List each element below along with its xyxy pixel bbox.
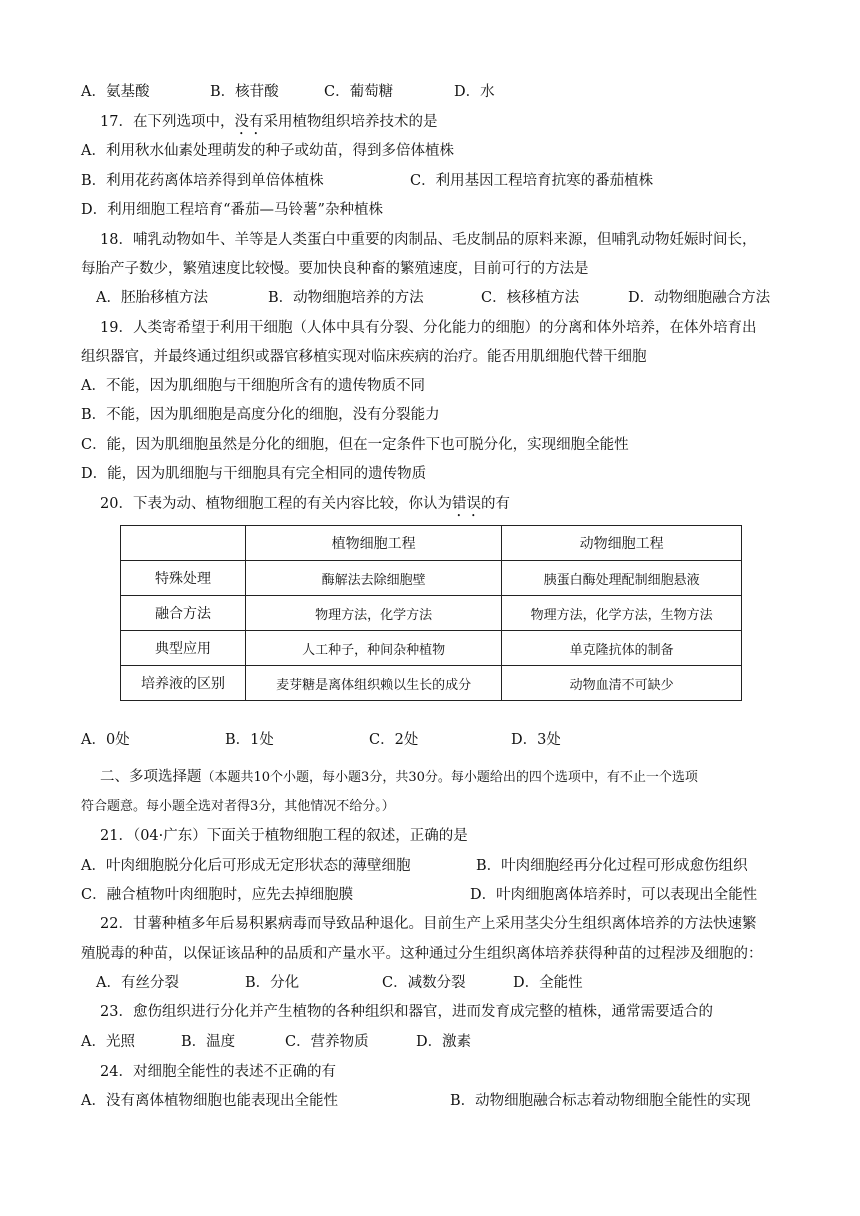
q17-stem-post: 采用植物组织培养技术的是: [263, 114, 438, 130]
q18-option-a: A．胚胎移植方法: [96, 290, 208, 306]
q21-stem: 21．（04·广东）下面关于植物细胞工程的叙述，正确的是: [100, 828, 468, 844]
q19-option-a: A．不能，因为肌细胞与干细胞所含有的遗传物质不同: [81, 378, 425, 394]
q24-stem: 24．对细胞全能性的表述不正确的有: [100, 1064, 336, 1080]
q18-option-c: C．核移植方法: [481, 290, 580, 306]
table-header-animal: 动物细胞工程: [502, 526, 742, 561]
table-cell: 人工种子，种间杂种植物: [246, 631, 502, 666]
q16-option-b: B．核苷酸: [210, 84, 279, 100]
q20-option-a: A．0处: [81, 732, 130, 748]
table-row: [121, 666, 742, 701]
q24-option-b: B．动物细胞融合标志着动物细胞全能性的实现: [450, 1093, 751, 1109]
table-row-label: 融合方法: [121, 596, 246, 631]
q21-option-c: C．融合植物叶肉细胞时，应先去掉细胞膜: [81, 887, 354, 903]
table-cell: 胰蛋白酶处理配制细胞悬液: [502, 561, 742, 596]
q22-stem-line1: 22．甘薯种植多年后易积累病毒而导致品种退化。目前生产上采用茎尖分生组织离体培养的方法快速繁: [100, 916, 757, 932]
table-row: [121, 596, 742, 631]
comparison-table: [120, 525, 742, 701]
table-cell: 酶解法去除细胞壁: [246, 561, 502, 596]
q16-option-d: D．水: [454, 84, 495, 100]
table-cell: 单克隆抗体的制备: [502, 631, 742, 666]
q20-option-c: C．2处: [369, 732, 419, 748]
q19-stem-line1: 19．人类寄希望于利用干细胞（人体中具有分裂、分化能力的细胞）的分离和体外培养，在体外培育出: [100, 320, 757, 336]
q22-option-d: D．全能性: [513, 975, 583, 991]
q21-option-b: B．叶肉细胞经再分化过程可形成愈伤组织: [476, 858, 748, 874]
table-cell: 动物血清不可缺少: [502, 666, 742, 701]
q20-option-b: B．1处: [225, 732, 274, 748]
q21-option-d: D．叶肉细胞离体培养时，可以表现出全能性: [470, 887, 758, 903]
section2-heading: [100, 767, 698, 788]
q23-stem: 23．愈伤组织进行分化并产生植物的各种组织和器官，进而发育成完整的植株，通常需要适合的: [100, 1004, 713, 1020]
table-row-label: 典型应用: [121, 631, 246, 666]
q24-option-a: A．没有离体植物细胞也能表现出全能性: [81, 1093, 338, 1109]
q17-option-c: C．利用基因工程培育抗寒的番茄植株: [410, 173, 654, 189]
q18-option-b: B．动物细胞培养的方法: [268, 290, 424, 306]
section2-note-line2: 符合题意。每小题全选对者得3分，其他情况不给分。）: [81, 799, 395, 814]
table-row: [121, 631, 742, 666]
q23-option-a: A．光照: [81, 1034, 135, 1050]
table-cell: 物理方法，化学方法: [246, 596, 502, 631]
section2-note-line1: （本题共10个小题，每小题3分，共30分。每小题给出的四个选项中，有不止一个选项: [201, 770, 698, 785]
table-header-cell: [121, 526, 246, 561]
q17-stem-pre: 17．在下列选项中，: [100, 114, 235, 130]
q19-stem-line2: 组织器官，并最终通过组织或器官移植实现对临床疾病的治疗。能否用肌细胞代替干细胞: [81, 349, 647, 365]
q17-stem-emphasis: 没有: [234, 114, 264, 130]
q23-option-d: D．激素: [416, 1034, 472, 1050]
q17-stem: [100, 112, 437, 138]
q17-option-b: B．利用花药离体培养得到单倍体植株: [81, 173, 324, 189]
table-cell: 麦芽糖是离体组织赖以生长的成分: [246, 666, 502, 701]
q19-option-c: C．能，因为肌细胞虽然是分化的细胞，但在一定条件下也可脱分化，实现细胞全能性: [81, 437, 629, 453]
q23-option-b: B．温度: [181, 1034, 236, 1050]
q22-stem-line2: 殖脱毒的种苗，以保证该品种的品质和产量水平。这种通过分生组织离体培养获得种苗的过程涉及细胞的：: [81, 946, 763, 962]
q16-option-a: A．氨基酸: [81, 84, 150, 100]
q20-stem: [100, 494, 510, 520]
q21-option-a: A．叶肉细胞脱分化后可形成无定形状态的薄壁细胞: [81, 858, 411, 874]
q19-option-b: B．不能，因为肌细胞是高度分化的细胞，没有分裂能力: [81, 407, 440, 423]
q17-option-d: D．利用细胞工程培育“番茄—马铃薯”杂种植株: [81, 202, 383, 218]
table-row: [121, 561, 742, 596]
q20-option-d: D．3处: [511, 732, 561, 748]
q23-option-c: C．营养物质: [285, 1034, 369, 1050]
q20-stem-pre: 20．下表为动、植物细胞工程的有关内容比较，你认为: [100, 496, 452, 512]
table-row-label: 培养液的区别: [121, 666, 246, 701]
table-header-plant: 植物细胞工程: [246, 526, 502, 561]
section2-title: 二、多项选择题: [100, 769, 202, 785]
table-row-label: 特殊处理: [121, 561, 246, 596]
q20-stem-post: 的有: [480, 496, 510, 512]
q18-stem-line2: 每胎产子数少，繁殖速度比较慢。要加快良种畜的繁殖速度，目前可行的方法是: [81, 261, 589, 277]
table-header-row: [121, 526, 742, 561]
q17-option-a: A．利用秋水仙素处理萌发的种子或幼苗，得到多倍体植株: [81, 143, 454, 159]
q20-stem-emphasis: 错误: [451, 496, 481, 512]
q18-stem-line1: 18．哺乳动物如牛、羊等是人类蛋白中重要的肉制品、毛皮制品的原料来源，但哺乳动物妊娠时间长，: [100, 232, 757, 248]
table-cell: 物理方法，化学方法，生物方法: [502, 596, 742, 631]
q18-option-d: D．动物细胞融合方法: [628, 290, 771, 306]
q22-option-a: A．有丝分裂: [96, 975, 179, 991]
q19-option-d: D．能，因为肌细胞与干细胞具有完全相同的遗传物质: [81, 466, 427, 482]
q22-option-b: B．分化: [245, 975, 300, 991]
q22-option-c: C．减数分裂: [382, 975, 466, 991]
q16-option-c: C．葡萄糖: [324, 84, 394, 100]
